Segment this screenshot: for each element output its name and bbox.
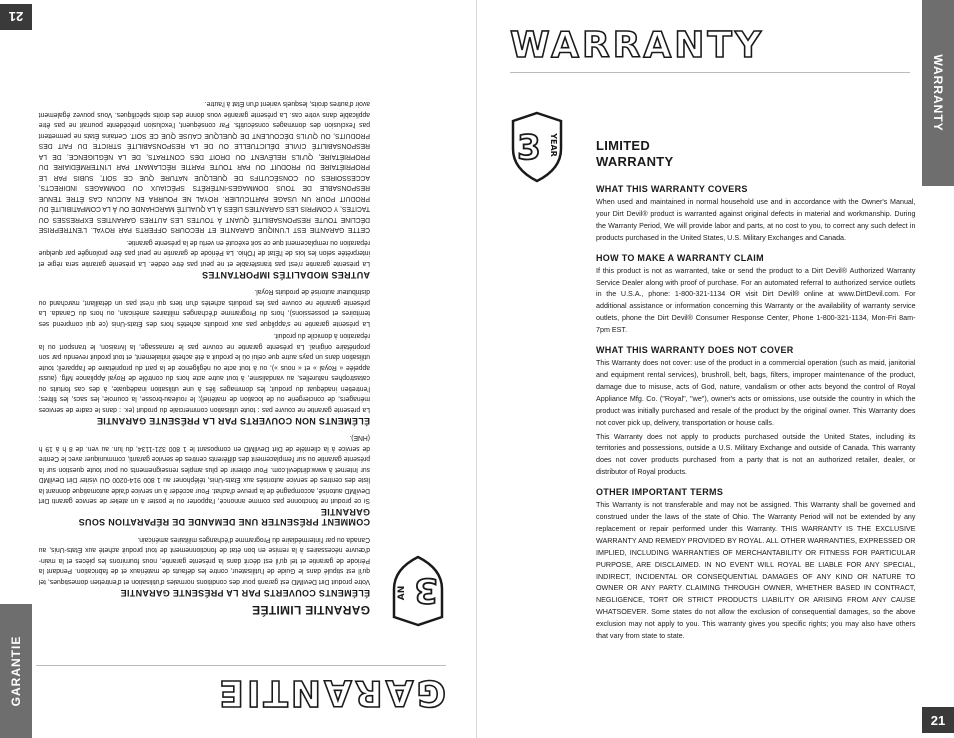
section-heading: AUTRES MODALITÉS IMPORTANTES [201,270,370,280]
section-paragraph: La présente garantie ne s'applique pas aux produits achetés hors des États-Unis (ce qui comprend ses territoires et possessions), hors du Programme d'échanges militaires américain, ou hors du Canada. La présente garantie ne couvre pas les produits achetés d'un tiers qui n'est pas un détaillant, marchand ou distributeur autorisé de produits Royal. [38,288,370,327]
garantie-side-tab [0,604,32,738]
section-paragraph: CETTE GARANTIE EST L'UNIQUE GARANTIE ET RECOURS OFFERTS PAR ROYAL. L'ENTREPRISE DÉCLINE TOUTE RESPONSABILITÉ QUANT À TOUTES LES AUTRES GARANTIES EXPRESSES OU TACITES, Y COMPRIS LES GARANTIES LIÉES À LA QUALITÉ MARCHANDE OU À LA COMPATIBILITÉ DU PRODUIT POUR UN USAGE PARTICULIER. ROYAL NE POURRA EN AUCUN CAS ÊTRE TENUE RESPONSABLE DE TOUS DOMMAGES-INTÉRÊTS SPÉCIAUX OU DOMMAGES INDIRECTS, ACCESSOIRES OU CONSÉCUTIFS DE QUELQUE NATURE QUE CE SOIT, SUBIS PAR LE PROPRIÉTAIRE DU PRODUIT OU PAR TOUTE PARTIE RÉCLAMANT PAR L'INTERMÉDIAIRE DU PROPRIÉTAIRE, QU'ILS RELÈVENT OU DROIT DES CONTRATS, DE LA NÉGLIGENCE, DE LA RESPONSABILITÉ CIVILE DÉLICTUELLE OU DE LA RESPONSABILITÉ STRICTE DU FAIT DES PRODUITS, OU QU'ILS DÉCOULENT DE QUELQUE CAUSE QUE CE SOIT. Certains États ne permettent pas l'exclusion des dommages consécutifs. Par conséquent, l'exclusion précédente pourrait ne pas être applicable dans votre cas. La présente garantie vous donne des droits spécifiques. Vous pouvez également avoir d'autres droits, lesquels varient d'un État à l'autre. [38,100,370,234]
limited-warranty-heading [596,138,674,170]
english-warranty-text [596,184,922,651]
heading-line-1: LIMITED [596,138,651,153]
section-heading: OTHER IMPORTANT TERMS [596,487,724,498]
warranty-tab-label: WARRANTY [931,54,945,132]
section-paragraph: When used and maintained in normal household use and in accordance with the Owner's Manual, your Dirt Devil® product is warranted against original defects in material and workmanship. During the Warranty Period, We will provide labor and parts, at no cost to you, to correct any such defect in products purchased in the United States, U.S. Military Exchanges and Canada. [596,197,916,242]
section-heading: COMMENT PRÉSENTER UNE DEMANDE DE RÉPARATION SOUS GARANTIE [78,507,370,528]
fr-section-other-terms [32,98,370,280]
section-paragraph: This Warranty does not cover: use of the product in a commercial operation (such as maid, janitorial and equipment rental services), brushroll, belt, bags, filters, improper maintenance of the product, damage due to misuse, acts of God, nature, vandalism or other acts beyond the control of Royal Appliance Mfg. Co. ("Royal", "we"), owner's acts or omissions, use outside the country in which the product was initially purchased and resale of the product by the original owner. This Warranty does not cover pick up, delivery, transportation or house calls. [596,358,916,427]
garantie-tab-label: GARANTIE [9,635,23,707]
section-heading: HOW TO MAKE A WARRANTY CLAIM [596,252,764,263]
section-heading: ÉLÉMENTS COUVERTS PAR LA PRÉSENTE GARANTIE [120,588,370,598]
fr-section-not-covered [32,286,370,426]
page-title: WARRANTY [510,25,765,66]
section-paragraph: This Warranty does not apply to products purchased outside the United States, including its territories and possessions, outside a U.S. Military Exchange and outside of Canada. This warranty does not cover products purchased from a party that is not an authorized retailer, dealer, or distributor of Royal products. [596,431,916,477]
french-page-number: 21 [0,4,32,30]
badge-number: 3 [517,128,541,168]
section-paragraph: La présente garantie ne couvre pas : toute utilisation commerciale du produit (ex. : dans le cadre de services ménagers, de conciergerie ou de location de matériel); le rouleau-brosse, la courroie, les sacs, les filtres; l'entretien inadéquat du produit; les dommages liés à une utilisation inadéquate, à des cas fortuits ou catastrophes naturelles, au vandalisme, à tout autre acte hors du contrôle de Royal Appliance Mfg. (aussi appelée « Royal » et « nous »), ou à tout acte ou négligence de la part du propriétaire de l'appareil; toute utilisation dans un pays autre que celui où le produit a été acheté initialement, et tout produit revendu par son propriétaire original. La présente garantie ne couvre pas le ramassage, la livraison, le transport ou la réparation à domicile du produit. [38,332,370,413]
section-paragraph: Votre produit Dirt DevilMD est garanti pour des conditions normales d'utilisation et d'entretien domestiques, tel qu'il est stipulé dans le Guide de l'utilisateur, contre les défauts de matériaux et de fabrication. Pendant la Période de garantie et tel qu'il est décrit dans la présente garantie, nous fournirons les pièces et la main-d'œuvre nécessaires à la remise en bon état de fonctionnement de tout produit acheté aux États-Unis, au Canada ou par l'intermédiaire du Programme d'échanges militaires américain. [38,536,370,585]
section-other-terms [596,487,922,642]
french-page-title: GARANTIE [216,672,446,713]
page-number: 21 [922,707,954,733]
shield-icon [509,111,565,183]
section-heading: WHAT THIS WARRANTY DOES NOT COVER [596,345,794,356]
three-year-badge [509,111,565,183]
section-covers [596,184,922,244]
warranty-side-tab [922,0,954,186]
section-paragraph: This Warranty is not transferable and may not be assigned. This Warranty shall be governed and construed under the laws of the state of Ohio. The Warranty Period will not be extended by any replacement or repair performed under this Warranty. THIS WARRANTY IS THE EXCLUSIVE WARRANTY AND REMEDY PROVIDED BY ROYAL. ALL OTHER WARRANTIES, EXPRESSED OR IMPLIED, INCLUDING WARRANTIES OF MERCHANTABILITY OR FITNESS FOR PARTICULAR PURPOSE, ARE DISCLAIMED. IN NO EVENT WILL ROYAL BE LIABLE FOR ANY SPECIAL, INDIRECT, INCIDENTAL OR CONSEQUENTIAL DAMAGES OF ANY KIND OR NATURE TO OWNER OR ANY PARTY CLAIMING THROUGH OWNER, WHETHER BASED IN CONTRACT, NEGLIGENCE, TORT OR STRICT PRODUCTS LIABILITY OR ARISING FROM ANY CAUSE WHATSOEVER. Some states do not allow the exclusion of consequential damages, so the above exclusion may not apply to you. This warranty gives you specific rights; you may also have others that vary from state to state. [596,500,916,641]
french-title-rule [36,665,446,666]
shield-icon [390,555,446,627]
french-warranty-text [32,92,370,598]
badge-number: 3 [414,570,438,610]
section-paragraph: Si ce produit ne fonctionne pas comme annoncé, l'apporter ou le poster à un atelier de service garanti Dirt DevilMD autorisé, accompagné de la preuve d'achat. Pour accéder à un service d'aide automatique donnant la liste des centres de service autorisés aux États-Unis, téléphoner au 1 800 914-0200 OU visiter Dirt DevilMD sur Internet à www.dirtdevil.com. Pour obtenir de plus amples renseignements ou pour toute question sur la présente garantie ou sur l'emplacement des différents centres de service garanti, communiquer avec le Centre de service à la clientèle de Dirt DevilMD en composant le 1 800 321-1134, du lun. au ven. de 8 h à 19 h (HNE). [38,434,370,505]
title-rule [510,72,910,73]
section-claim [596,253,922,336]
badge-unit: AN [397,585,407,601]
french-page-rotated [0,0,476,738]
badge-unit: YEAR [549,133,558,157]
section-paragraph: La présente garantie n'est pas transférable et ne peut pas être cédée. La présente garantie sera régie et interprétée selon les lois de l'État de l'Ohio. La Période de garantie ne peut pas être prolongée par quelque réparation ou remplacement que ce soit exécuté en vertu de la présente garantie. [38,239,370,267]
heading-line-2: WARRANTY [596,154,674,169]
section-not-covered [596,345,922,478]
french-limited-heading: GARANTIE LIMITÉE [251,603,370,617]
page-gutter [476,0,477,738]
fr-section-covers [32,534,370,599]
three-year-badge-fr [390,555,446,627]
section-heading: ÉLÉMENTS NON COUVERTS PAR LA PRÉSENTE GARANTIE [96,416,370,426]
fr-section-claim [32,432,370,528]
section-paragraph: If this product is not as warranted, take or send the product to a Dirt Devil® Authorized Warranty Service Dealer along with proof of purchase. For an automated referral to authorized service outlets in the U.S.A., phone: 1-800-321-1134 OR visit Dirt Devil® online at www.DirtDevil.com. For additional assistance or information concerning this Warranty or the availability of warranty service outlets, phone the Dirt Devil® Consumer Response Center, Phone 1-800-321-1134, Mon-Fri 8am-7pm EST. [596,265,916,335]
section-heading: WHAT THIS WARRANTY COVERS [596,184,748,194]
